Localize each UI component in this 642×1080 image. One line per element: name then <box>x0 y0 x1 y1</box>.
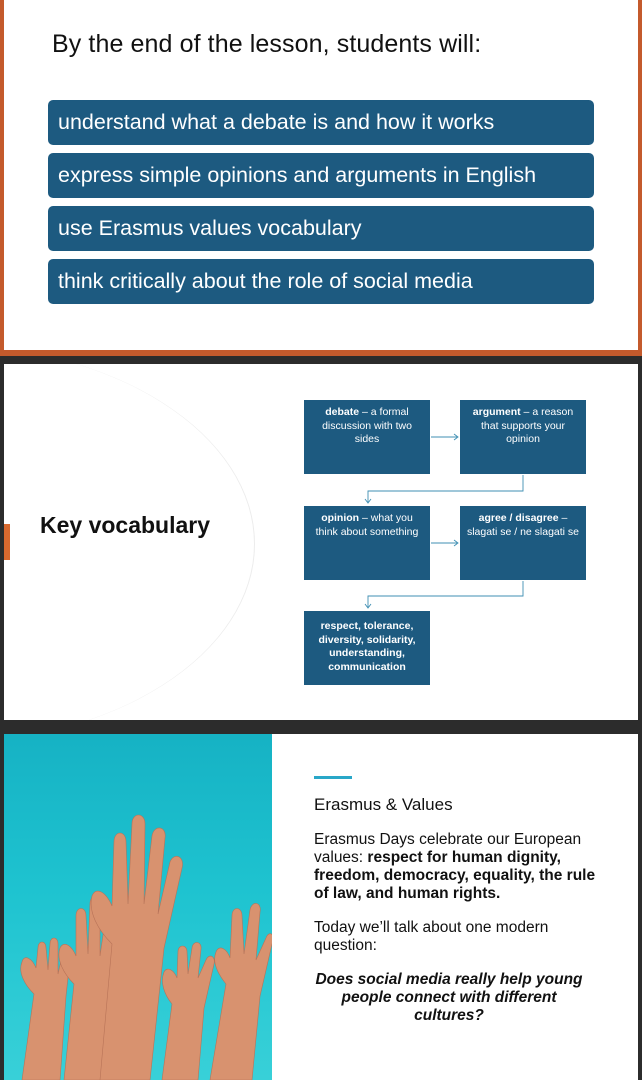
objectives-list <box>48 100 594 312</box>
connector-arrow <box>368 475 523 502</box>
erasmus-values-paragraph <box>314 831 604 903</box>
vocab-term: debate <box>325 406 360 418</box>
raised-hands-illustration <box>4 734 272 1080</box>
erasmus-text-block <box>314 776 604 1025</box>
intro-question-paragraph: Today we’ll talk about one modern question: <box>314 919 549 954</box>
vocab-term: opinion <box>321 512 360 524</box>
vocab-definition: – a formal discussion with two sides <box>322 406 412 445</box>
vocab-definition: – a reason that supports your opinion <box>480 406 574 445</box>
vocab-term: argument <box>472 406 521 418</box>
hand-shape <box>210 903 272 1080</box>
vocab-term: agree / disagree <box>478 512 559 524</box>
objective-item: use Erasmus values vocabulary <box>48 206 594 251</box>
vocab-box-argument <box>460 400 586 474</box>
slide-title: Key vocabulary <box>40 512 211 538</box>
vocab-term: respect, tolerance, diversity, solidarity, understanding, communication <box>318 620 416 673</box>
vocab-box-debate <box>304 400 430 474</box>
debate-question: Does social media really help young people connect with different cultures? <box>315 971 583 1024</box>
slide-erasmus-values <box>4 734 638 1080</box>
slide-title: By the end of the lesson, students will: <box>52 30 482 58</box>
hand-shape <box>162 942 214 1080</box>
objective-item: think critically about the role of social media <box>48 259 594 304</box>
vocab-definition: – slagati se / ne slagati se <box>466 512 580 538</box>
objective-item: express simple opinions and arguments in English <box>48 153 594 198</box>
accent-line <box>314 776 352 779</box>
raised-hands-image <box>4 734 272 1080</box>
vocab-box-opinion <box>304 506 430 580</box>
values-list-bold: respect for human dignity, freedom, democracy, equality, the rule of law, and human rights. <box>314 849 596 902</box>
vocab-box-values <box>304 611 430 685</box>
paragraph-intro: Erasmus Days celebrate our European values: <box>314 831 582 866</box>
slide-key-vocabulary <box>4 364 638 720</box>
vocab-box-agree-disagree <box>460 506 586 580</box>
section-heading: Erasmus & Values <box>314 795 453 814</box>
connector-arrow <box>368 581 523 607</box>
slide-learning-objectives-content <box>4 0 638 350</box>
objective-item: understand what a debate is and how it works <box>48 100 594 145</box>
vocab-definition: – what you think about something <box>315 512 419 538</box>
slide-learning-objectives <box>0 0 642 356</box>
